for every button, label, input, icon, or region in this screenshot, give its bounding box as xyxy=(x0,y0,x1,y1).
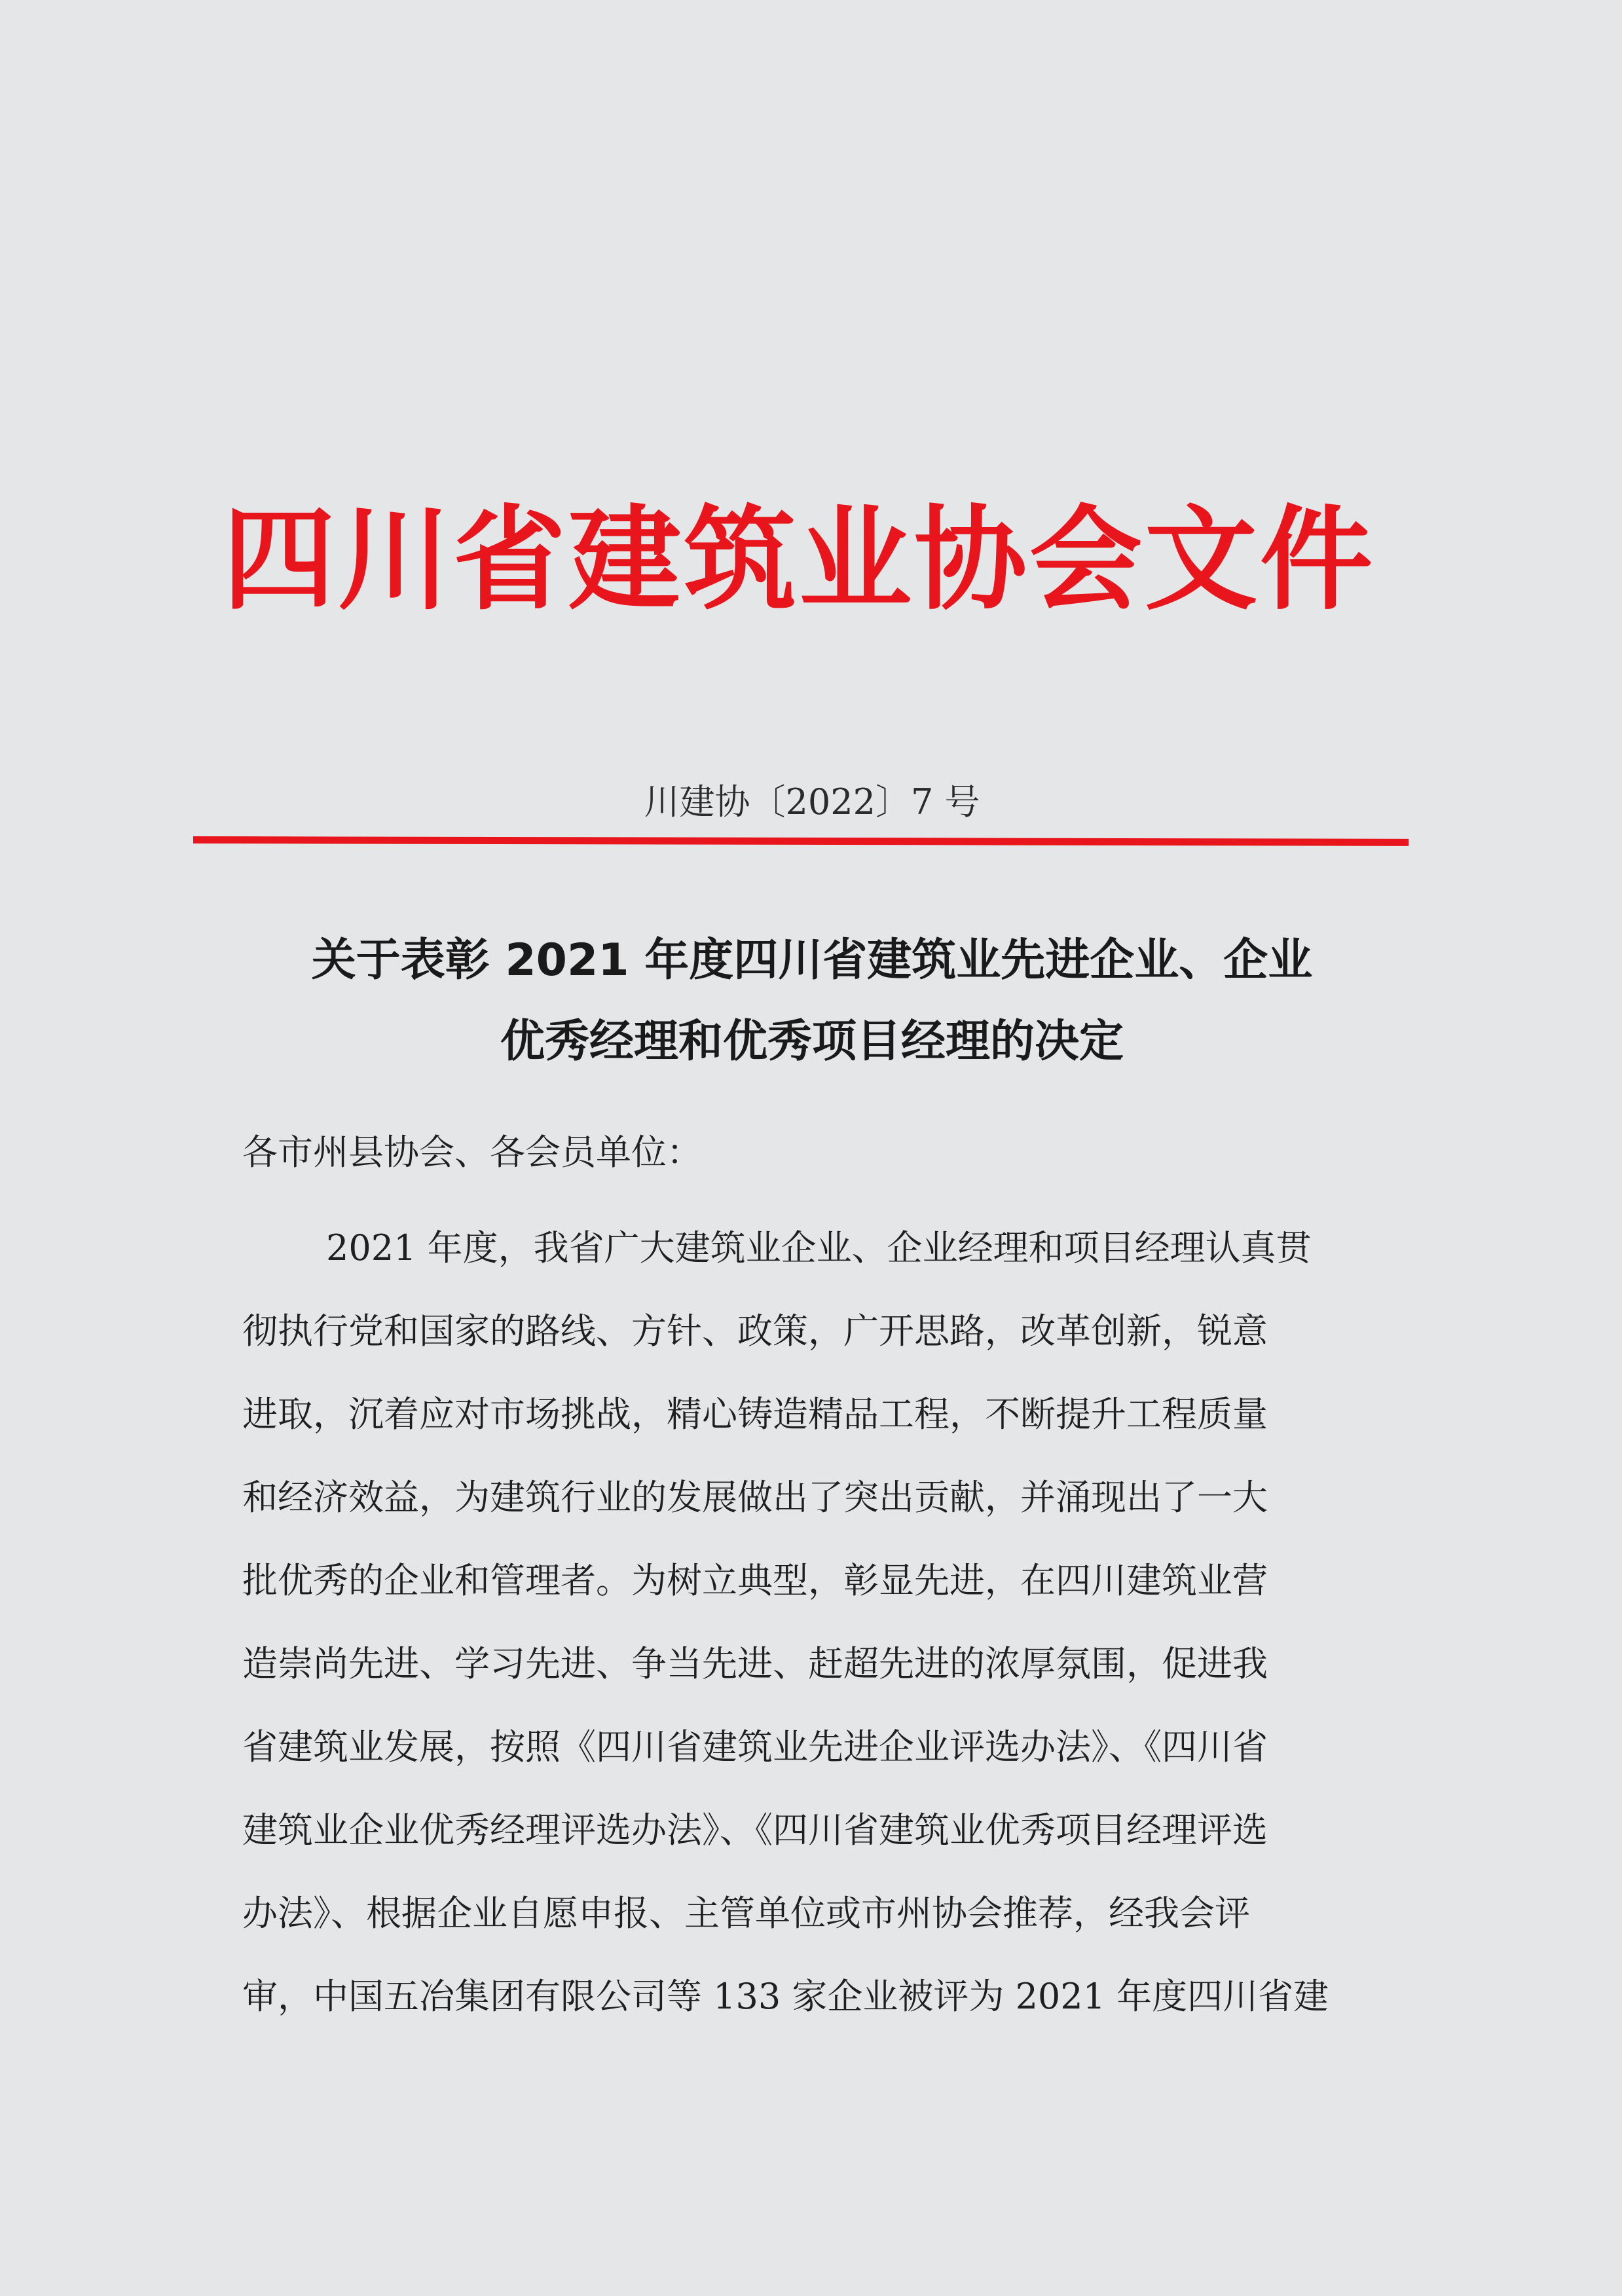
body-line: 彻执行党和国家的路线、方针、政策，广开思路，改革创新，锐意 xyxy=(242,1310,1268,1352)
document-title xyxy=(183,920,1441,1083)
body-line: 省建筑业发展，按照《四川省建筑业先进企业评选办法》、《四川省 xyxy=(242,1726,1268,1768)
body-line: 2021 年度，我省广大建筑业企业、企业经理和项目经理认真贯 xyxy=(326,1227,1312,1268)
body-line: 进取，沉着应对市场挑战，精心铸造精品工程，不断提升工程质量 xyxy=(242,1394,1268,1435)
body-line: 审，中国五冶集团有限公司等 133 家企业被评为 2021 年度四川省建 xyxy=(242,1976,1329,2017)
masthead-title: 四川省建筑业协会文件 xyxy=(223,492,1375,625)
body-line: 建筑业企业优秀经理评选办法》、《四川省建筑业优秀项目经理评选 xyxy=(242,1809,1268,1851)
body-line: 办法》、根据企业自愿申报、主管单位或市州协会推荐，经我会评 xyxy=(242,1893,1250,1934)
body-paragraph xyxy=(242,1206,1369,2038)
body-line: 和经济效益，为建筑行业的发展做出了突出贡献，并涌现出了一大 xyxy=(242,1477,1268,1518)
document-number: 川建协〔2022〕7 号 xyxy=(644,781,980,823)
body-line: 造崇尚先进、学习先进、争当先进、赶超先进的浓厚氛围，促进我 xyxy=(242,1643,1268,1684)
title-line: 关于表彰 2021 年度四川省建筑业先进企业、企业 xyxy=(311,935,1313,986)
salutation: 各市州县协会、各会员单位： xyxy=(242,1132,702,1173)
red-divider-line xyxy=(193,836,1409,846)
body-line: 批优秀的企业和管理者。为树立典型，彰显先进，在四川建筑业营 xyxy=(242,1560,1268,1601)
title-line: 优秀经理和优秀项目经理的决定 xyxy=(500,1016,1124,1067)
